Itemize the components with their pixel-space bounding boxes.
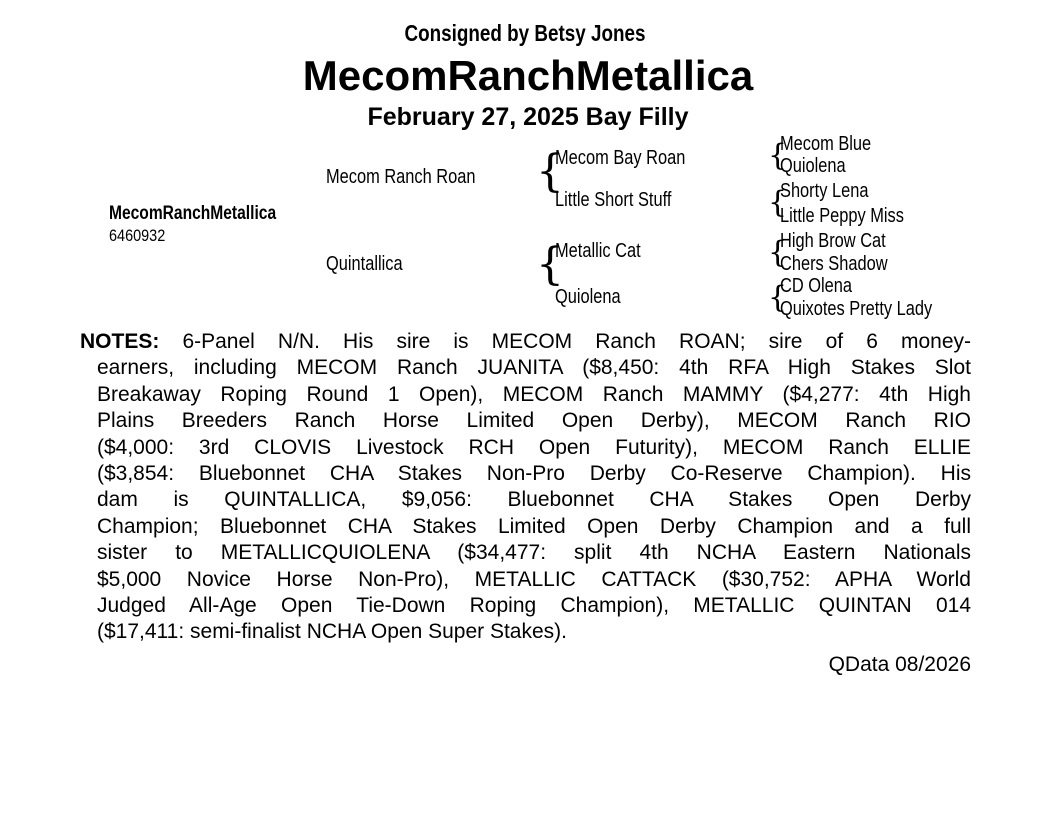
notes-line: Champion; Bluebonnet CHA Stakes Limited Open Derby Champion and a full — [97, 514, 971, 538]
registration-number: 6460932 — [109, 226, 166, 245]
notes-line: ($17,411: semi-finalist NCHA Open Super Stakes). — [97, 620, 567, 644]
notes-paragraph — [80, 329, 971, 646]
dam-sire-name: Metallic Cat — [555, 240, 641, 262]
notes-label: NOTES: — [80, 330, 160, 353]
gen3-name: High Brow Cat — [780, 230, 886, 252]
dam-brace: { — [536, 239, 564, 290]
consignor-line: Consigned by Betsy Jones — [404, 20, 646, 46]
sire-sire-name: Mecom Bay Roan — [555, 147, 686, 169]
notes-line: Breakaway Roping Round 1 Open), MECOM Ranch MAMMY ($4,277: 4th High — [97, 382, 971, 406]
notes-line: dam is QUINTALLICA, $9,056: Bluebonnet CHA Stakes Open Derby — [97, 488, 971, 512]
sire-brace: { — [536, 146, 564, 197]
gen3-brace-1: { — [768, 138, 788, 173]
gen3-name: Little Peppy Miss — [780, 205, 904, 227]
notes-line: Judged All-Age Open Tie-Down Roping Champion), METALLIC QUINTAN 014 — [97, 594, 971, 618]
gen3-brace-4: { — [768, 280, 788, 315]
page-title: MecomRanchMetallica — [302, 52, 754, 99]
gen3-name: CD Olena — [780, 275, 853, 297]
gen3-name: Chers Shadow — [780, 253, 888, 275]
notes-line: $5,000 Novice Horse Non-Pro), METALLIC CATTACK ($30,752: APHA World — [97, 567, 971, 591]
source-footer: QData 08/2026 — [828, 653, 971, 676]
dam-dam-name: Quiolena — [555, 286, 621, 308]
gen3-name: Quixotes Pretty Lady — [780, 298, 933, 320]
gen3-name: Shorty Lena — [780, 180, 869, 202]
notes-line: Plains Breeders Ranch Horse Limited Open Derby), MECOM Ranch RIO — [97, 409, 971, 433]
notes-line: earners, including MECOM Ranch JUANITA ($8,450: 4th RFA High Stakes Slot — [97, 356, 971, 380]
gen3-name: Quiolena — [780, 155, 846, 177]
notes-line: 6-Panel N/N. His sire is MECOM Ranch ROAN; sire of 6 money- — [182, 330, 972, 353]
gen3-brace-2: { — [768, 185, 788, 220]
foaling-info: February 27, 2025 Bay Filly — [367, 103, 689, 131]
gen3-brace-3: { — [768, 235, 788, 270]
gen3-name: Mecom Blue — [780, 133, 872, 155]
notes-line: ($4,000: 3rd CLOVIS Livestock RCH Open Futurity), MECOM Ranch ELLIE — [97, 435, 971, 459]
horse-name: MecomRanchMetallica — [109, 203, 277, 224]
sire-name: Mecom Ranch Roan — [326, 166, 476, 188]
notes-line: sister to METALLICQUIOLENA ($34,477: split 4th NCHA Eastern Nationals — [97, 541, 971, 565]
dam-name: Quintallica — [326, 253, 403, 275]
notes-line: ($3,854: Bluebonnet CHA Stakes Non-Pro Derby Co-Reserve Champion). His — [97, 462, 971, 486]
sire-dam-name: Little Short Stuff — [555, 189, 672, 211]
